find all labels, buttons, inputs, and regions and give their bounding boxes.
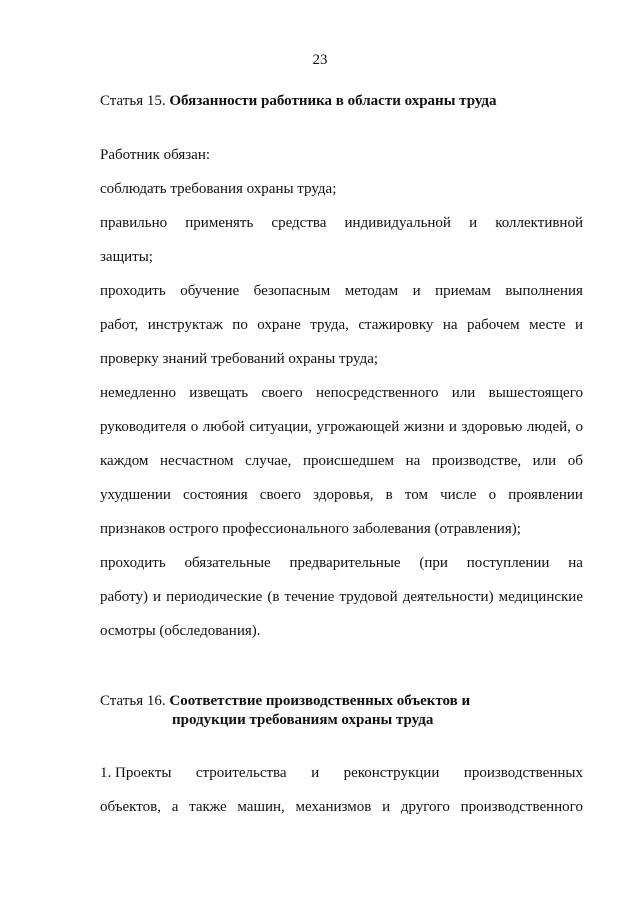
article-15-item-5-line-1 [100,555,583,572]
word: здоровья, [313,487,374,503]
word: коллективной [495,215,583,231]
word: индивидуальной [344,215,451,231]
word: непосредственного [315,385,439,401]
word: средства [271,215,327,231]
word: применять [185,215,254,231]
word: или [532,453,557,469]
article-15-item-3-line-1 [100,283,583,300]
article-16-paragraph-1-line-1 [100,765,583,782]
word: работ, [100,317,139,333]
word: работу) [100,589,148,605]
word: и [448,419,457,435]
word: безопасным [253,283,331,299]
word: людей, [526,419,571,435]
page-number: 23 [312,52,328,68]
word: и [574,317,583,333]
word: и [382,799,391,815]
word: выполнения [505,283,583,299]
word: стажировку [358,317,434,333]
word: производстве, [431,453,522,469]
word: и [469,215,478,231]
article-15-item-5-line-2 [100,589,583,606]
word: другого [400,799,450,815]
word: извещать [189,385,249,401]
word: жизни [403,419,445,435]
article-15-item-4-line-4 [100,487,583,504]
word: поступлении [466,555,550,571]
word: состояния [183,487,248,503]
word: ухудшении [100,487,171,503]
word: проходить [100,555,166,571]
article-15-item-2-line-2: защиты; [100,249,153,265]
word: на [405,453,421,469]
article-15-item-1: соблюдать требования охраны труда; [100,181,337,197]
word: ситуации, [249,419,313,435]
word: машин, [237,799,285,815]
word: о [575,419,583,435]
article-15-item-3-line-3: проверку знаний требований охраны труда; [100,351,379,367]
word: любой [202,419,245,435]
word: о [488,487,497,503]
word: несчастном [159,453,234,469]
article-16-title-line-2: продукции требованиям охраны труда [172,712,434,728]
article-15-title: Обязанности работника в области охраны труда [169,93,497,109]
article-16-paragraph-1-line-2 [100,799,583,816]
word: здоровью [461,419,523,435]
word: случае, [245,453,292,469]
word: правильно [100,215,168,231]
word: труда, [310,317,349,333]
word: происшедшем [302,453,395,469]
word: вышестоящего [488,385,583,401]
word: и [412,283,421,299]
word: и [311,765,320,781]
word: производственного [460,799,583,815]
word: проявлении [508,487,583,503]
article-15-prefix: Статья 15. [100,93,166,109]
word: а [171,799,179,815]
word: (при [419,555,448,571]
word: об [567,453,583,469]
word: по [232,317,248,333]
word: обязательные [184,555,271,571]
word: деятельности) [402,589,494,605]
word: механизмов [295,799,372,815]
word: в [385,487,393,503]
word: (в [267,589,280,605]
word: реконструкции [343,765,440,781]
word: периодические [166,589,263,605]
word: своего [261,385,303,401]
word: на [442,317,458,333]
word: угрожающей [316,419,400,435]
word: руководителя [100,419,187,435]
word: месте [529,317,566,333]
word: предварительные [289,555,401,571]
article-16-title-line-1: Соответствие производственных объектов и [169,693,471,709]
word: 1. Проекты [100,765,172,781]
word: охране [257,317,301,333]
word: том [404,487,428,503]
word: и [153,589,162,605]
article-15-heading [100,93,497,110]
word: на [568,555,583,571]
word: также [189,799,227,815]
word: о [190,419,199,435]
word: немедленно [100,385,176,401]
word: объектов, [100,799,161,815]
word: методам [344,283,399,299]
word: или [451,385,476,401]
word: каждом [100,453,149,469]
word: приемам [435,283,491,299]
word: медицинские [498,589,583,605]
article-15-item-3-line-2 [100,317,583,334]
article-16-heading [100,693,470,710]
word: течение [284,589,335,605]
word: трудовой [339,589,398,605]
article-15-item-5-line-3: осмотры (обследования). [100,623,261,639]
article-16-prefix: Статья 16. [100,693,166,709]
word: инструктаж [147,317,223,333]
article-15-item-2-line-1 [100,215,583,232]
word: числе [440,487,477,503]
word: строительства [195,765,287,781]
article-15-item-4-line-3 [100,453,583,470]
article-15-item-4-line-5: признаков острого профессионального заболевания (отравления); [100,521,521,537]
word: своего [259,487,302,503]
article-15-intro: Работник обязан: [100,147,211,163]
word: обучение [180,283,240,299]
article-15-item-4-line-1 [100,385,583,402]
word: производственных [463,765,583,781]
word: проходить [100,283,166,299]
article-15-item-4-line-2 [100,419,583,436]
word: рабочем [467,317,520,333]
